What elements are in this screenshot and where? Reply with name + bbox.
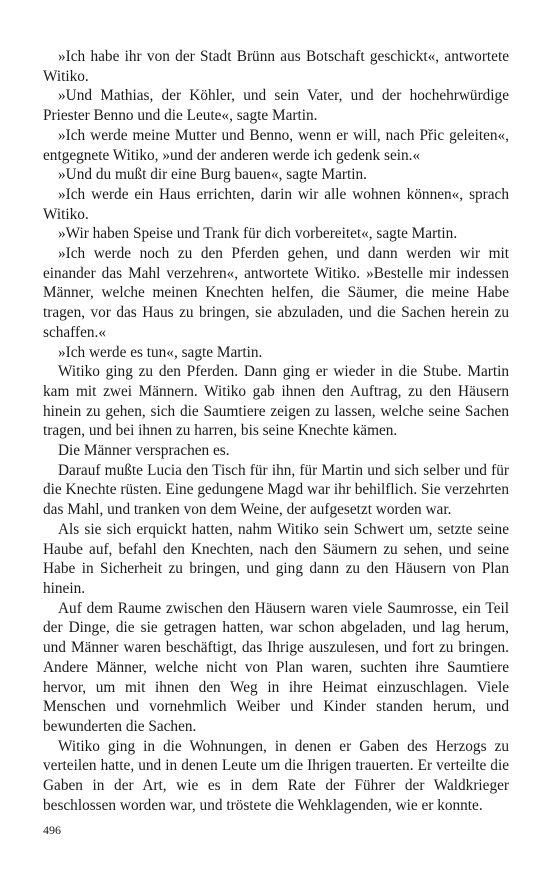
paragraph: Auf dem Raume zwischen den Häusern waren viele Saumrosse, ein Teil der Dinge, die sie getragen hatten, war schon abgeladen, und lag herum, und Männer waren beschäftigt, das Ihrige auszulesen, und fort zu bringen. Andere Männer, welche nicht von Plan waren, suchten ihre Saumtiere hervor, um mit ihnen den Weg in ihre Heimat einzuschlagen. Viele Menschen und vornehmlich Weiber und Kinder standen herum, und bewunderten die Sachen. — [43, 599, 509, 735]
page-number: 496 — [43, 823, 61, 837]
paragraph: »Und Mathias, der Köhler, und sein Vater, und der hochehrwürdige Priester Benno und die Leute«, sagte Martin. — [43, 87, 509, 125]
paragraph: »Und du mußt dir eine Burg bauen«, sagte Martin. — [58, 166, 367, 184]
page-body — [43, 47, 509, 815]
paragraph: »Ich habe ihr von der Stadt Brünn aus Botschaft geschickt«, antwortete Witiko. — [43, 48, 509, 85]
paragraph: »Ich werde es tun«, sagte Martin. — [58, 343, 263, 361]
paragraph: »Wir haben Speise und Trank für dich vorbereitet«, sagte Martin. — [58, 225, 458, 243]
paragraph: »Ich werde ein Haus errichten, darin wir alle wohnen können«, sprach Witiko. — [43, 185, 509, 223]
paragraph: Als sie sich erquickt hatten, nahm Witiko sein Schwert um, setzte seine Haube auf, befahl den Knechten, nach den Säumern zu sehen, und seine Habe in Sicherheit zu bringen, und ging dann zu den Häusern von Plan hinein. — [43, 520, 509, 597]
paragraph: Witiko ging in die Wohnungen, in denen er Gaben des Herzogs zu verteilen hatte, und in denen Leute um die Ihrigen trauerten. Er verteilte die Gaben in der Art, wie es in dem Rate der Führer der Waldkrieger beschlossen worden war, und tröstete die Wehklagenden, wie er konnte. — [43, 737, 509, 814]
paragraph: Darauf mußte Lucia den Tisch für ihn, für Martin und sich selber und für die Knechte rüsten. Eine gedungene Magd war ihr behilflich. Sie verzehrten das Mahl, und tranken von dem Weine, der aufgesetzt worden war. — [43, 461, 509, 519]
paragraph: Die Männer versprachen es. — [58, 442, 230, 460]
paragraph: »Ich werde meine Mutter und Benno, wenn er will, nach Přic geleiten«, entgegnete Witiko, »und der anderen werde ich gedenk sein.« — [43, 126, 509, 164]
paragraph: Witiko ging zu den Pferden. Dann ging er wieder in die Stube. Martin kam mit zwei Männern. Witiko gab ihnen den Auftrag, zu den Häusern hinein zu gehen, sich die Saumtiere zeigen zu lassen, welche seine Sachen tragen, und bei ihnen zu harren, bis seine Knechte kämen. — [43, 363, 509, 440]
paragraph: »Ich werde noch zu den Pferden gehen, und dann werden wir mit einander das Mahl verzehren«, antwortete Witiko. »Bestelle mir indessen Männer, welche meinen Knechten helfen, die Säumer, die meine Habe tragen, vor das Haus zu bringen, sie abzuladen, und die Sachen herein zu schaffen.« — [43, 245, 509, 341]
